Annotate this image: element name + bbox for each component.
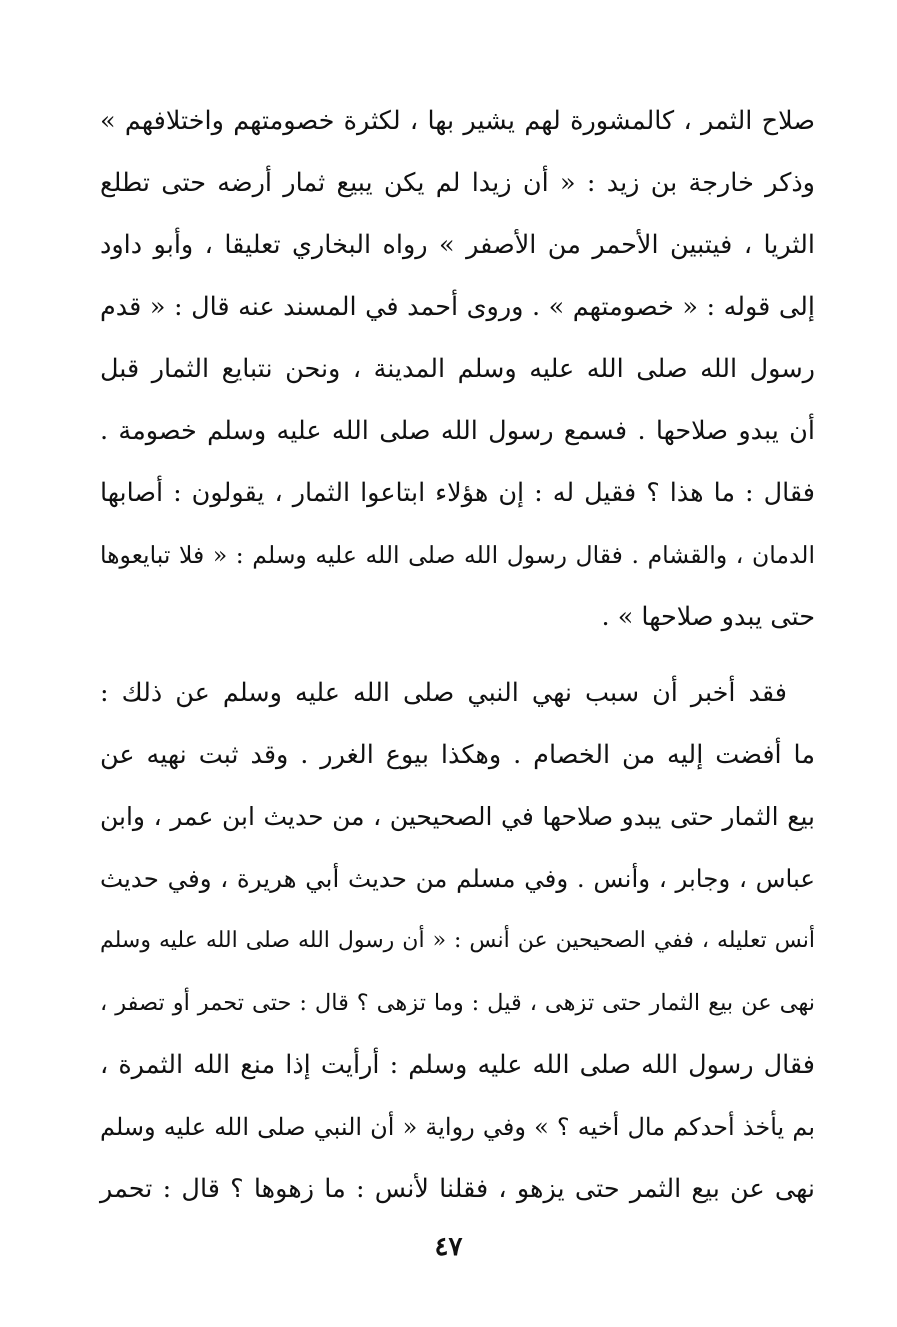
text-line: فقال : ما هذا ؟ فقيل له : إن هؤلاء ابتاعوا الثمار ، يقولون : أصابها [100,478,815,508]
text-line: نهى عن بيع الثمار حتى تزهى ، قيل : وما تزهى ؟ قال : حتى تحمر أو تصفر ، [100,990,815,1016]
paragraph-2 [100,662,815,1220]
text-line: بيع الثمار حتى يبدو صلاحها في الصحيحين ، من حديث ابن عمر ، وابن [100,802,815,831]
text-line: بم يأخذ أحدكم مال أخيه ؟ » وفي رواية « أن النبي صلى الله عليه وسلم [100,1113,815,1141]
text-line: أن يبدو صلاحها . فسمع رسول الله صلى الله عليه وسلم خصومة . [100,416,815,446]
page-number: ٤٧ [434,1232,463,1262]
text-line: حتى يبدو صلاحها » . [601,602,815,632]
text-line: الثريا ، فيتبين الأحمر من الأصفر » رواه البخاري تعليقا ، وأبو داود [100,230,815,260]
paragraph-1 [100,90,815,648]
text-line: رسول الله صلى الله عليه وسلم المدينة ، ونحن نتبايع الثمار قبل [100,354,815,384]
text-line: صلاح الثمر ، كالمشورة لهم يشير بها ، لكثرة خصومتهم واختلافهم » [100,106,815,136]
text-line: وذكر خارجة بن زيد : « أن زيدا لم يكن يبيع ثمار أرضه حتى تطلع [100,168,815,198]
text-line: إلى قوله : « خصومتهم » . وروى أحمد في المسند عنه قال : « قدم [100,292,815,322]
text-line: عباس ، وجابر ، وأنس . وفي مسلم من حديث أبي هريرة ، وفي حديث [100,864,815,893]
text-line: أنس تعليله ، ففي الصحيحين عن أنس : « أن رسول الله صلى الله عليه وسلم [100,928,815,953]
text-line: ما أفضت إليه من الخصام . وهكذا بيوع الغرر . وقد ثبت نهيه عن [100,740,815,770]
text-line: فقد أخبر أن سبب نهي النبي صلى الله عليه وسلم عن ذلك : [100,678,787,708]
text-line: فقال رسول الله صلى الله عليه وسلم : أرأيت إذا منع الله الثمرة ، [100,1050,815,1080]
text-line: الدمان ، والقشام . فقال رسول الله صلى الله عليه وسلم : « فلا تبايعوها [100,541,815,569]
text-line: نهى عن بيع الثمر حتى يزهو ، فقلنا لأنس : ما زهوها ؟ قال : تحمر [100,1174,815,1204]
